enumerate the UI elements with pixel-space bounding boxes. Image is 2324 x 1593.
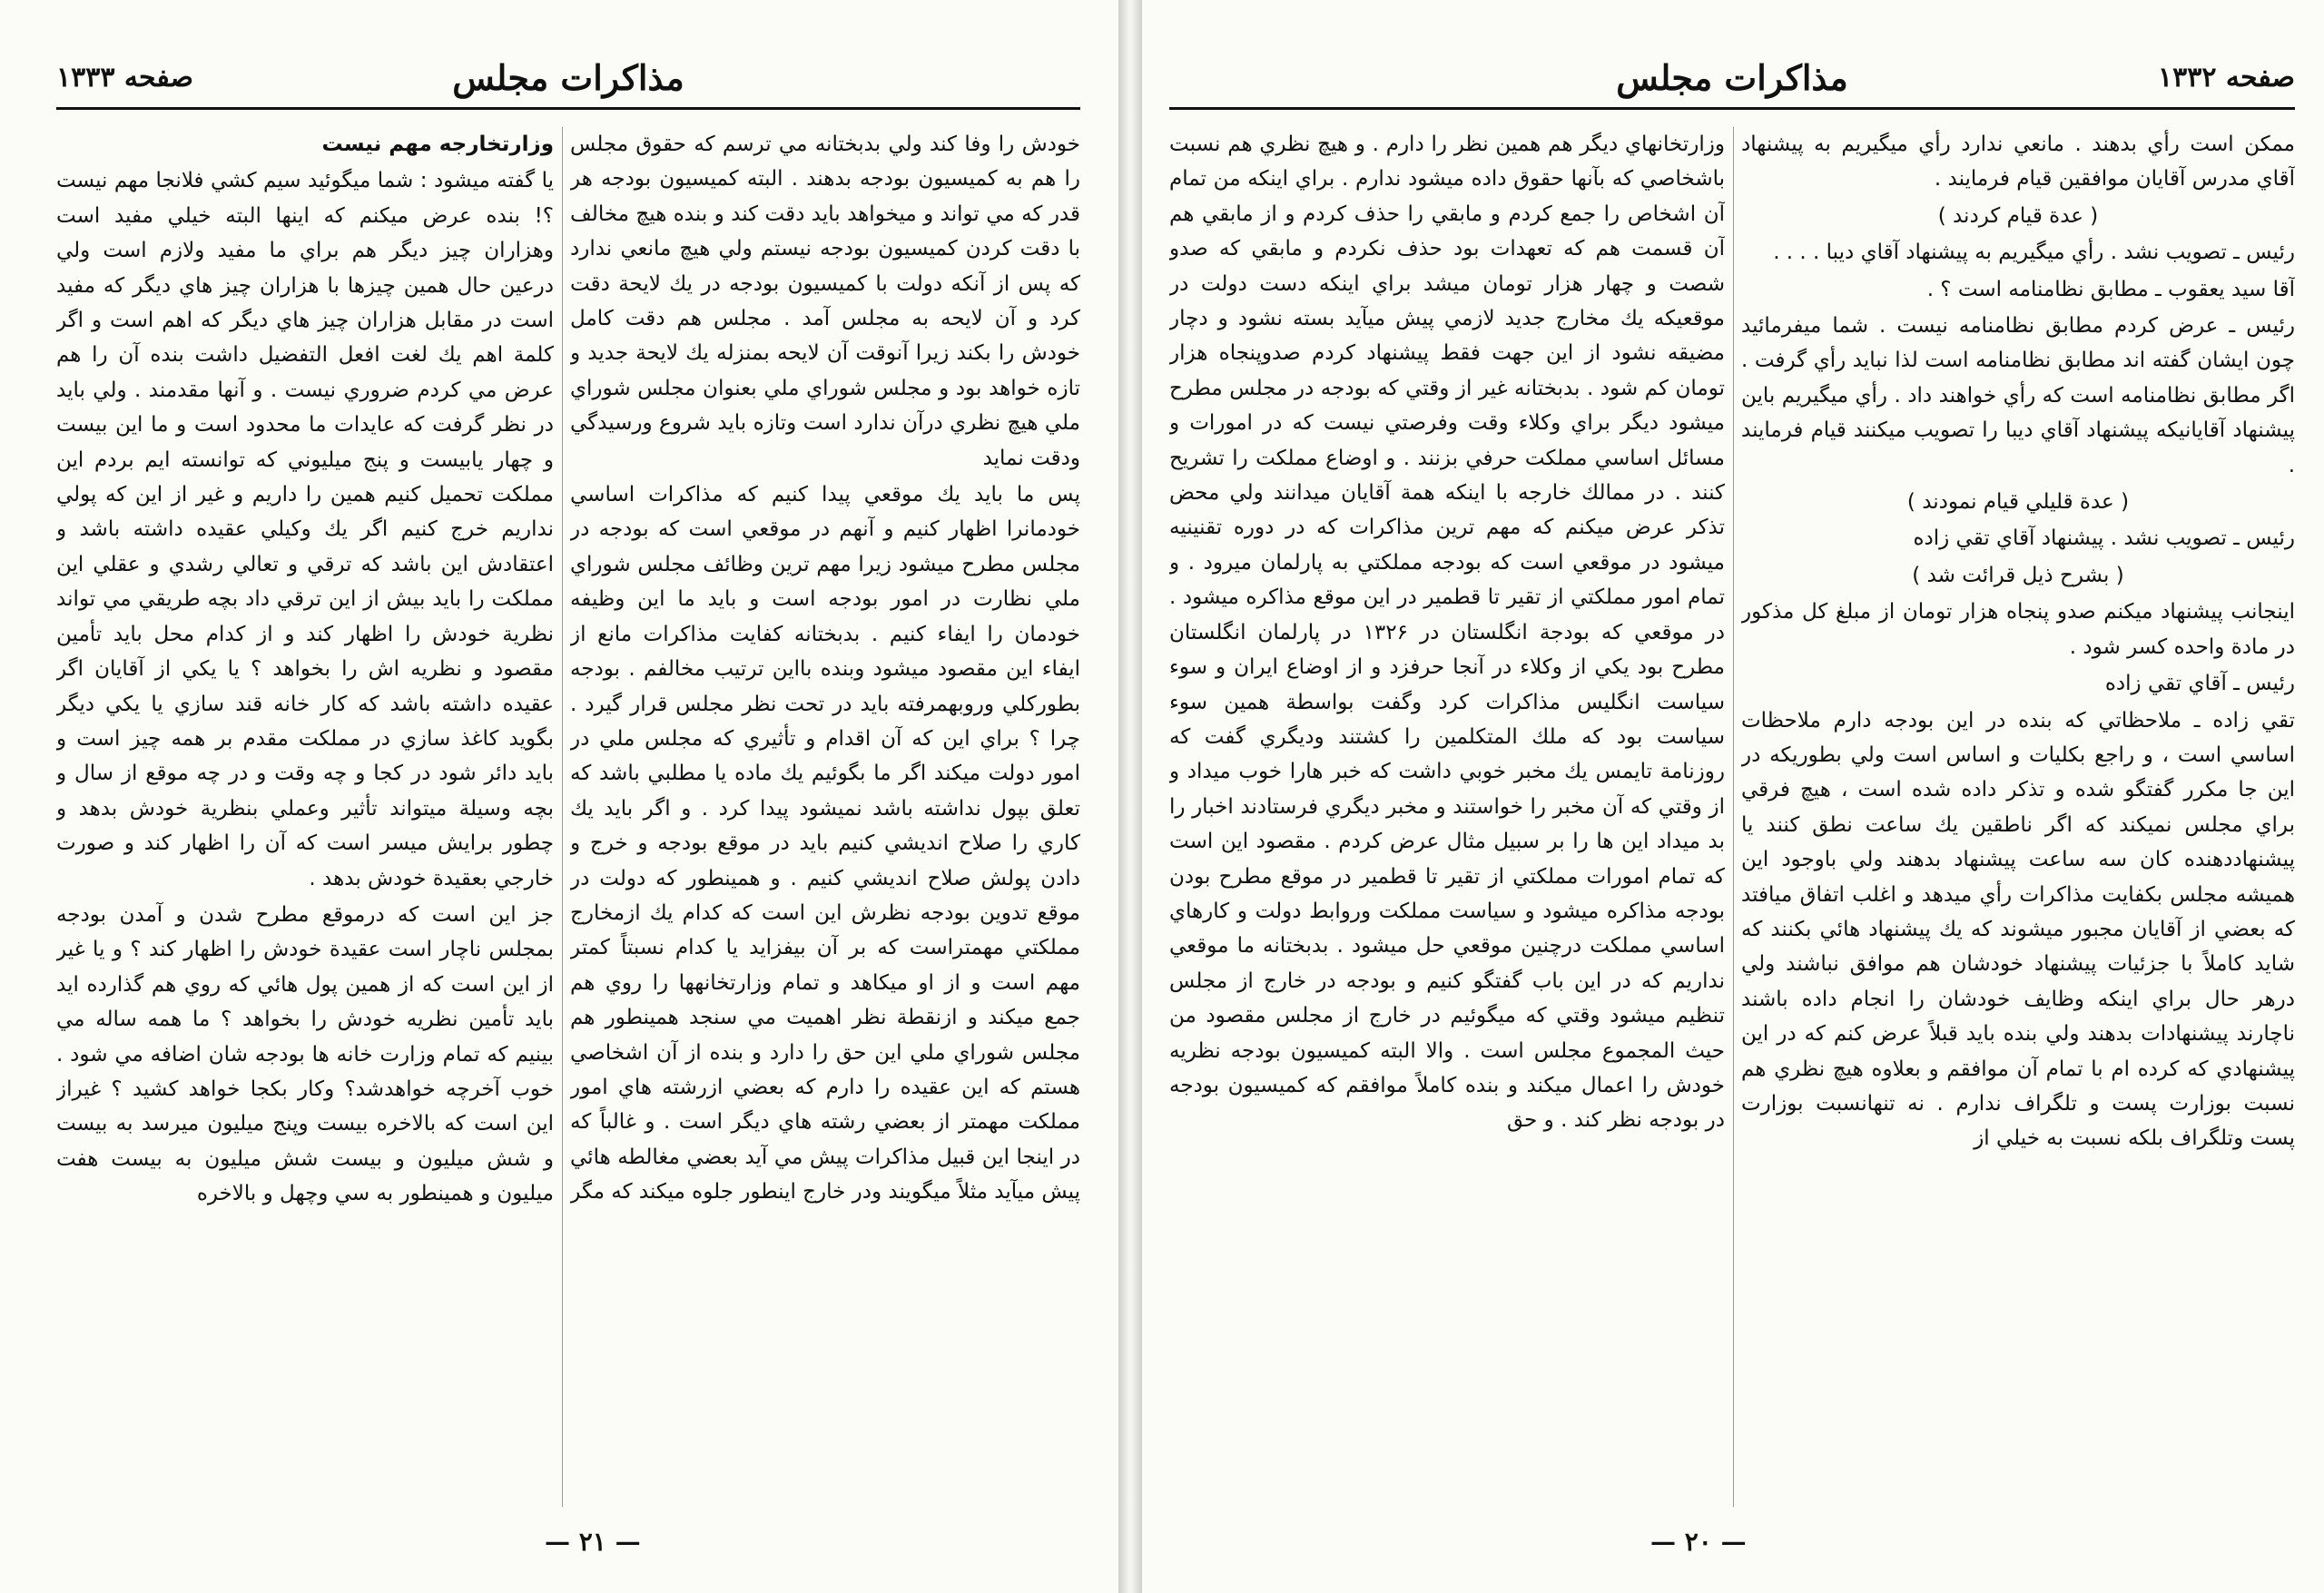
left-page-title: مذاكرات مجلس	[452, 57, 684, 98]
left-page-header	[56, 53, 1080, 116]
right-page-right-column	[1741, 127, 2295, 1507]
paragraph: خودش را وفا كند ولي بدبختانه مي ترسم كه حقوق مجلس را هم به كميسيون بودجه بدهند . البته كميسيون بودجه هر قدر كه مي تواند و ميخواهد بايد دقت كند و بنده هيچ مخالف با دقت كردن كميسيون بودجه نيستم ولي هيچ مانعي ندارد كه پس از آنكه دولت با كميسيون بودجه در يك لايحة دقت كرد و آن لايحه به مجلس آمد . مجلس هم دقت كامل خودش را بكند زيرا آنوقت آن لايحه بمنزله يك لايحة جديد و تازه خواهد بود و مجلس شوراي ملي بعنوان مجلس شوراي ملي هيچ نظري درآن ندارد است وتازه بايد شروع ورسيدگي ودقت نمايد	[570, 133, 1080, 470]
right-page-number: صفحه ۱۳۳۲	[2158, 62, 2295, 93]
paragraph: پس ما بايد يك موقعي پيدا كنيم كه مذاكرات اساسي خودمانرا اظهار كنيم و آنهم در موقعي است كه بودجه در مجلس مطرح ميشود زيرا مهم ترين وظائف مجلس شوراي ملي نظارت در امور بودجه است و بايد ما اين وظيفه خودمان را ايفاء كنيم . بدبختانه كفايت مذاكرات مانع از ايفاء اين مقصود ميشود وبنده بااين ترتيب مخالفم . بودجه بطوركلي وروبهمرفته بايد در تحت نظر مجلس قرار گيرد . چرا ؟ براي اين كه آن اقدام و تأثيري كه مجلس ملي در امور دولت ميكند اگر ما بگوئيم يك ماده يا مطلبي باشد كه تعلق بپول نداشته باشد نميشود پيدا كرد . و اگر بايد يك كاري را صلاح انديشي كنيم بايد در موقع بودجه و خرج و دادن پولش صلاح انديشي كنيم . و همينطور كه دولت در موقع تدوين بودجه نظرش اين است كه كدام يك ازمخارج مملكتي مهمتراست كه بر آن بيفزايد يا كدام نسبتاً كمتر مهم است و از او ميكاهد و تمام وزارتخانهها را روي هم جمع ميكند و ازنقطة نظر اهميت مي سنجد همينطور هم مجلس شوراي ملي اين حق را دارد و بنده از آن اشخاصي هستم كه اين عقيده را دارم كه بعضي ازرشته هاي امور مملكت مهمتر از بعضي رشته هاي ديگر است . و غالباً كه در اينجا اين قبيل مذاكرات پيش مي آيد بعضي مغالطه هائي پيش ميآيد مثلاً ميگويند ودر خارج اينطور جلوه ميكند كه مگر	[570, 483, 1080, 1205]
left-page	[0, 0, 1118, 1593]
left-page-right-column	[570, 127, 1080, 1507]
column-divider	[562, 127, 563, 1507]
paragraph: ( بشرح ذيل قرائت شد )	[1912, 563, 2124, 587]
paragraph: آقا سيد يعقوب ـ مطابق نظامنامه است ؟ .	[1926, 277, 2295, 301]
paragraph: وزارتخارجه مهم نيست	[321, 133, 554, 156]
left-page-left-column	[56, 127, 554, 1507]
right-page	[1142, 0, 2324, 1593]
left-page-footer: — ۲۱ —	[545, 1527, 641, 1557]
paragraph: تقي زاده ـ ملاحظاتي كه بنده در اين بودجه دارم ملاحظات اساسي است ، و راجع بكليات و اساس است ولي بطوريكه در اين جا مكرر گفتگو شده و تذكر داده شده است ، هيچ فرقي براي مجلس نميكند كه اگر ناطقين يك ساعت نطق كنند يا پيشنهاددهنده كان سه ساعت پيشنهاد بدهند ولي باوجود اين هميشه مجلس بكفايت مذاكرات رأي ميدهد و اغلب اتفاق ميافتد كه بعضي از آقايان مجبور ميشوند كه يك پيشنهاد هائي بكنند كه شايد كاملاً با جزئيات پيشنهاد خودشان هم موافق نباشند ولي درهر حال براي اينكه وظايف خودشان را انجام داده باشند ناچارند پيشنهادات بدهند ولي بنده بايد قبلاً عرض كنم كه در اين پيشنهادي كه كرده ام با تمام آن موافقم و بعلاوه هيچ نظري هم نسبت بوزارت پست و تلگراف ندارم . نه تنهانسبت بوزارت پست وتلگراف بلكه نسبت به خيلي از	[1741, 708, 2295, 1151]
paragraph: يا گفته ميشود : شما ميگوئيد سيم كشي فلانجا مهم نيست ؟! بنده عرض ميكنم كه اينها البته خيلي مفيد است وهزاران چيز ديگر هم براي ما مفيد ولازم است ولي درعين حال همين چيزها با هزاران چيز هاي ديگر كه مفيد است در مقابل هزاران چيز هاي ديگر كه اهم است و اگر كلمة اهم يك لغت افعل التفضيل داشت بنده آن را هم عرض مي كردم ضروري نيست . و آنها مقدمند . ولي بايد در نظر گرفت كه عايدات ما محدود است و ما اين بيست و چهار يابيست و پنج ميليوني كه توانسته ايم بردم اين مملكت تحميل كنيم همين را داريم و غير از اين كه پولي نداريم خرج كنيم اگر يك وكيلي عقيده داشته باشد و اعتقادش اين باشد كه ترقي و تعالي رشدي و عقلي اين مملكت را بايد بيش از اين ترقي داد بچه طريقي مي تواند نظرية خودش را اظهار كند و از كدام محل بايد تأمين مقصود و نظريه اش را بخواهد ؟ يا يكي از آقايان اگر عقيده داشته باشد كه كار خانه قند سازي يا يكي ديگر بگويد كاغذ سازي در مملكت مقدم بر همه چيز است و بايد دائر شود در كجا و چه وقت و در چه موقع از سال و بچه وسيلة ميتواند تأثير وعملي بنظرية خودش بدهد و چطور برايش ميسر است كه آن را اظهار كند و صورت خارجي بعقيدة خودش بدهد .	[56, 169, 554, 890]
paragraph: رئيس ـ تصويب نشد . رأي ميگيريم به پيشنهاد آقاي ديبا . . . .	[1773, 241, 2295, 265]
paragraph: اينجانب پيشنهاد ميكنم صدو پنجاه هزار تومان از مبلغ كل مذكور در مادة واحده كسر شود .	[1741, 600, 2295, 659]
right-page-title: مذاكرات مجلس	[1616, 57, 1848, 98]
paragraph: ممكن است رأي بدهند . مانعي ندارد رأي ميگيريم به پيشنهاد آقاي مدرس آقايان موافقين قيام فرمايند .	[1741, 133, 2295, 192]
header-rule	[56, 107, 1080, 110]
right-page-left-column	[1169, 127, 1725, 1507]
left-page-number: صفحه ۱۳۳۳	[56, 62, 193, 93]
right-page-footer: — ۲۰ —	[1650, 1527, 1747, 1557]
paragraph: وزارتخانهاي ديگر هم همين نظر را دارم . و هيچ نظري هم نسبت باشخاصي كه بآنها حقوق داده ميشود ندارم . براي اينكه من تمام آن اشخاص را جمع كردم و مابقي را حذف كردم و از مابقي هم آن قسمت هم كه تعهدات بود حذف نكردم و مابقي كه صدو شصت و چهار هزار تومان ميشد براي اينكه دست دولت در موقعيكه يك مخارج جديد لازمي پيش ميآيد بسته نشود و دچار مضيقه نشود از اين جهت فقط پيشنهاد كردم صدوپنجاه هزار تومان كم شود . بدبختانه غير از وقتي كه بودجه در مجلس مطرح ميشود ديگر براي وكلاء وقت وفرصتي نيست كه در امورات و مسائل اساسي مملكت حرفي بزنند . و اوضاع مملكت را تشريح كنند . در ممالك خارجه با اينكه همة آقايان ميدانند ولي محض تذكر عرض ميكنم كه مهم ترين مذاكرات كه در دوره تقنينيه ميشود در موقعي است كه بودجه مملكتي به پارلمان ميرود . و تمام امور مملكتي از تقير تا قطمير در اين موقع مذاكره ميشود . در موقعي كه بودجة انگلستان در ۱۳۲۶ در پارلمان انگلستان مطرح بود يكي از وكلاء در آنجا حرفزد و از اوضاع ايران و سوء سياست انگليس مذاكرات كرد وگفت بواسطة همين سوء سياست بود كه ملك المتكلمين را كشتند وديگري گفت كه روزنامة تايمس يك مخبر خوبي داشت كه خبر هارا خوب ميداد و از وقتي كه آن مخبر را خواستند و مخبر ديگري فرستادند اخبار را بد ميداد اين ها را بر سبيل مثال عرض كردم . مقصود اين است كه تمام امورات مملكتي از تقير تا قطمير در موقع مطرح بودن بودجه مذاكره ميشود و سياست مملكت وروابط دولت و كارهاي اساسي مملكت درچنين موقعي حل ميشود . بدبختانه ما موقعي نداريم كه در اين باب گفتگو كنيم و بودجه در خارج از مجلس تنظيم ميشود وقتي كه ميگوئيم در خارج از مجلس مقصود من حيث المجموع مجلس است . والا البته كميسيون بودجه نظريه خودش را اعمال ميكند و بنده كاملاً موافقم كه كميسيون بودجه در بودجه نظر كند . و حق	[1169, 133, 1725, 1133]
column-divider	[1733, 127, 1734, 1507]
paragraph: ( عدة قيام كردند )	[1937, 203, 2099, 228]
header-rule	[1169, 107, 2295, 110]
paragraph: رئيس ـ آقاي تقي زاده	[2104, 672, 2295, 696]
paragraph: جز اين است كه درموقع مطرح شدن و آمدن بودجه بمجلس ناچار است عقيدة خودش را اظهار كند ؟ و يا غير از اين است كه از همين پول هائي كه روي هم گذارده ايد بايد تأمين نظريه خودش را بخواهد ؟ ما همه ساله مي بينيم كه تمام وزارت خانه ها بودجه شان اضافه مي شود . خوب آخرچه خواهدشد؟ وكار بكجا خواهد كشيد ؟ غيراز اين است كه بالاخره بيست وپنج ميليون ميرسد به بيست و شش ميليون و بيست شش ميليون به بيست هفت ميليون و همينطور به سي وچهل و بالاخره	[56, 902, 554, 1206]
right-page-header	[1169, 53, 2295, 116]
paragraph: ( عدة قليلي قيام نمودند )	[1906, 490, 2130, 515]
paragraph: رئيس ـ عرض كردم مطابق نظامنامه نيست . شما ميفرمائيد چون ايشان گفته اند مطابق نظامنامه است لذا نبايد رأي گرفت . اگر مطابق نظامنامه است كه رأي خواهند داد . رأي ميگيريم باين پيشنهاد آقايانيكه پيشنهاد آقاي ديبا را تصويب ميكنند قيام فرمايند .	[1741, 314, 2295, 477]
book-gutter	[1118, 0, 1142, 1593]
paragraph: رئيس ـ تصويب نشد . پيشنهاد آقاي تقي زاده	[1913, 526, 2295, 551]
